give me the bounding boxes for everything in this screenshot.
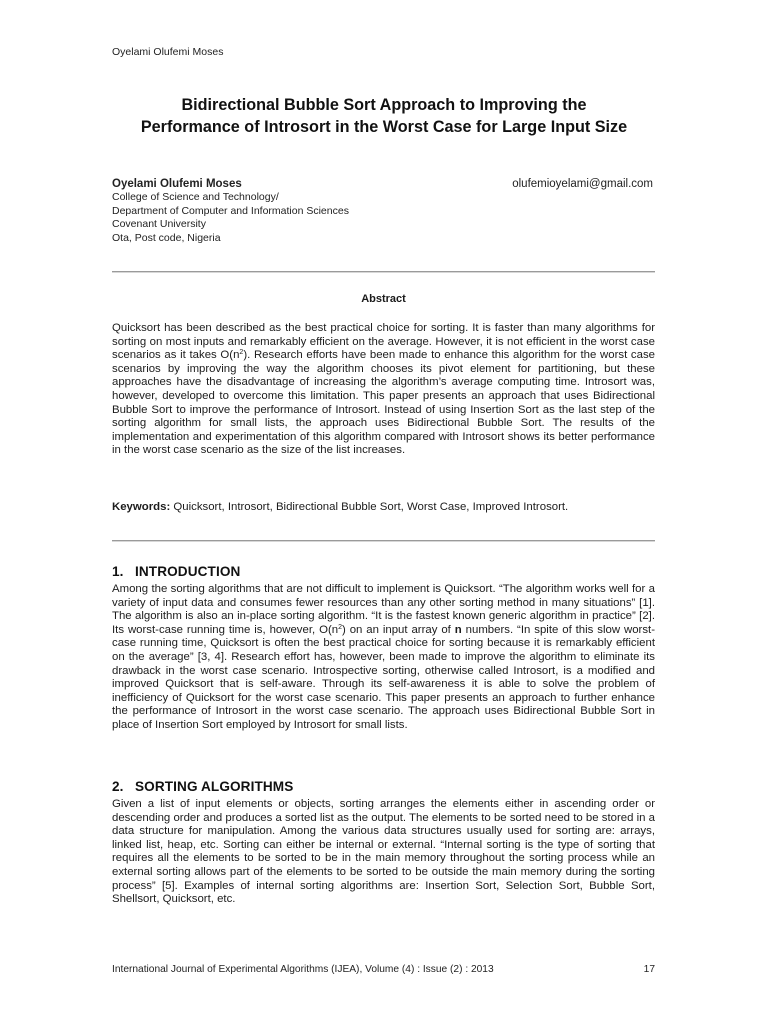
author-email: olufemioyelami@gmail.com <box>512 178 653 190</box>
abstract-text-part: Quicksort has been described as the best practical choice for sorting. It is faster than many algorithms for sorting on most inputs and remarkably efficient on the average. However, it is not efficient in the worst case scenarios as it takes O(n <box>112 322 655 362</box>
affiliation-line: Department of Computer and Information Sciences <box>112 204 349 217</box>
affiliation-line: Covenant University <box>112 218 206 230</box>
abstract-text-part: ). Research efforts have been made to enhance this algorithm for the worst case scenarios by improving the way the algorithm chooses its pivot element for partitioning, but these approaches have the disadvantage of increasing the algorithm’s average computing time. Introsort was, however, developed to overcome this limitation. This paper presents an approach that uses Bidirectional Bubble Sort to improve the performance of Introsort. Instead of using Insertion Sort as the last step of the sorting algorithm for small lists, the approach uses Bidirectional Bubble Sort. The results of the implementation and experimentation of this algorithm compared with Introsort shows its better performance in the worst case scenario as the size of the list increases. <box>112 349 655 457</box>
keywords <box>112 501 655 515</box>
section-number: 1. <box>112 564 124 579</box>
introduction-text-part: ) on an input array of <box>341 623 455 636</box>
abstract-text <box>112 322 655 458</box>
superscript: 2 <box>239 349 244 357</box>
section-heading-introduction <box>112 564 240 579</box>
running-header: Oyelami Olufemi Moses <box>112 46 224 58</box>
title-line-2: Performance of Introsort in the Worst Case for Large Input Size <box>140 118 628 136</box>
author-block <box>112 177 657 245</box>
keywords-list: Quicksort, Introsort, Bidirectional Bubble Sort, Worst Case, Improved Introsort. <box>170 501 569 513</box>
section-title: SORTING ALGORITHMS <box>135 779 294 794</box>
introduction-text-part: Among the sorting algorithms that are not difficult to implement is Quicksort. “The algorithm works well for a variety of input data and consumes fewer resources than any other sorting method in many situations” [1]. The algorithm is also an in-place sorting algorithm. “It is the fastest known generic algorithm in practice” [2]. Its worst-case running time is, however, O(n <box>112 583 655 636</box>
section-title: INTRODUCTION <box>135 564 241 579</box>
sorting-algorithms-text: Given a list of input elements or objects, sorting arranges the elements either in ascending order or descending order and produces a sorted list as the output. The elements to be sorted need to be stored in a data structure for manipulation. Among the various data structures usually used for sorting are: arrays, linked list, heap, etc. Sorting can either be internal or external. “Internal sorting is the type of sorting that requires all the elements to be sorted to be in the main memory throughout the sorting process while an external sorting allows part of the elements to be sorted to be outside the main memory during the sorting process” [5]. Examples of internal sorting algorithms are: Insertion Sort, Selection Sort, Bubble Sort, Shellsort, Quicksort, etc. <box>112 798 655 906</box>
divider <box>112 271 655 273</box>
footer-journal: International Journal of Experimental Algorithms (IJEA), Volume (4) : Issue (2) : 2013 <box>112 964 494 975</box>
section-number: 2. <box>112 779 124 794</box>
keywords-label: Keywords: <box>112 501 171 513</box>
abstract-heading: Abstract <box>361 293 406 305</box>
affiliation-line: Ota, Post code, Nigeria <box>112 231 221 244</box>
author-name: Oyelami Olufemi Moses <box>112 178 242 190</box>
paper-title <box>100 94 668 138</box>
bold-variable: n <box>454 623 462 636</box>
introduction-text <box>112 583 655 733</box>
affiliation-line: College of Science and Technology/ <box>112 191 279 203</box>
introduction-text-part: numbers. “In spite of this slow worst-case running time, Quicksort is often the best practical choice for sorting because it is remarkably efficient on the average” [3, 4]. Research effort has, however, been made to improve the algorithm to eliminate its drawback in the worst case scenario. Introspective sorting, otherwise called Introsort, is a modified and improved Quicksort that is self-aware. Through its self-awareness it is able to solve the problem of inefficiency of Quicksort for the worst case scenario. This paper presents an approach to further enhance the performance of Introsort in the worst case scenario. The approach uses Bidirectional Bubble Sort in place of Insertion Sort employed by Introsort for small lists. <box>112 623 655 731</box>
title-line-1: Bidirectional Bubble Sort Approach to Improving the <box>181 96 587 114</box>
page-number: 17 <box>643 964 655 975</box>
section-heading-sorting-algorithms <box>112 779 293 794</box>
divider <box>112 540 655 542</box>
superscript: 2 <box>338 623 342 631</box>
